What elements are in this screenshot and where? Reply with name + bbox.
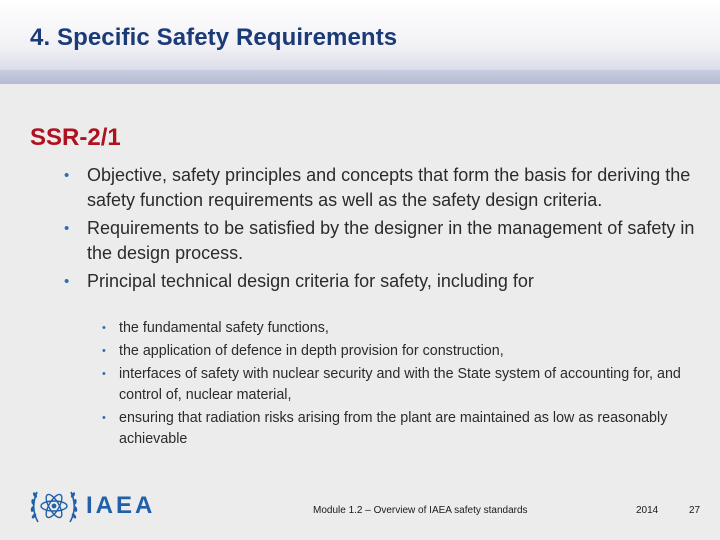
bullet-item: • Objective, safety principles and concepts that form the basis for deriving the safety function requirements as well as the safety design criteria. <box>64 163 704 213</box>
sub-bullet-item: • ensuring that radiation risks arising from the plant are maintained as low as reasonably achievable <box>102 408 702 450</box>
sub-bullet-item: • the application of defence in depth provision for construction, <box>102 341 702 362</box>
bullet-item: • Requirements to be satisfied by the designer in the management of safety in the design process. <box>64 216 704 266</box>
bullet-list <box>64 163 704 297</box>
sub-bullet-item: • the fundamental safety functions, <box>102 318 702 339</box>
page-number: 27 <box>689 505 701 516</box>
footer-year: 2014 <box>636 505 659 516</box>
section-title: SSR-2/1 <box>30 124 121 151</box>
footer-module: Module 1.2 – Overview of IAEA safety standards <box>313 505 528 516</box>
sub-bullet-list <box>102 318 702 452</box>
atom-laurel-icon <box>28 482 80 530</box>
bullet-item: • Principal technical design criteria for safety, including for <box>64 269 704 294</box>
sub-bullet-item: • interfaces of safety with nuclear security and with the State system of accounting for, and control of, nuclear material, <box>102 364 702 406</box>
logo-wordmark: IAEA <box>86 492 156 519</box>
iaea-logo <box>28 482 158 532</box>
slide-header <box>0 0 720 82</box>
header-band <box>0 70 720 84</box>
page-title: 4. Specific Safety Requirements <box>30 24 398 51</box>
